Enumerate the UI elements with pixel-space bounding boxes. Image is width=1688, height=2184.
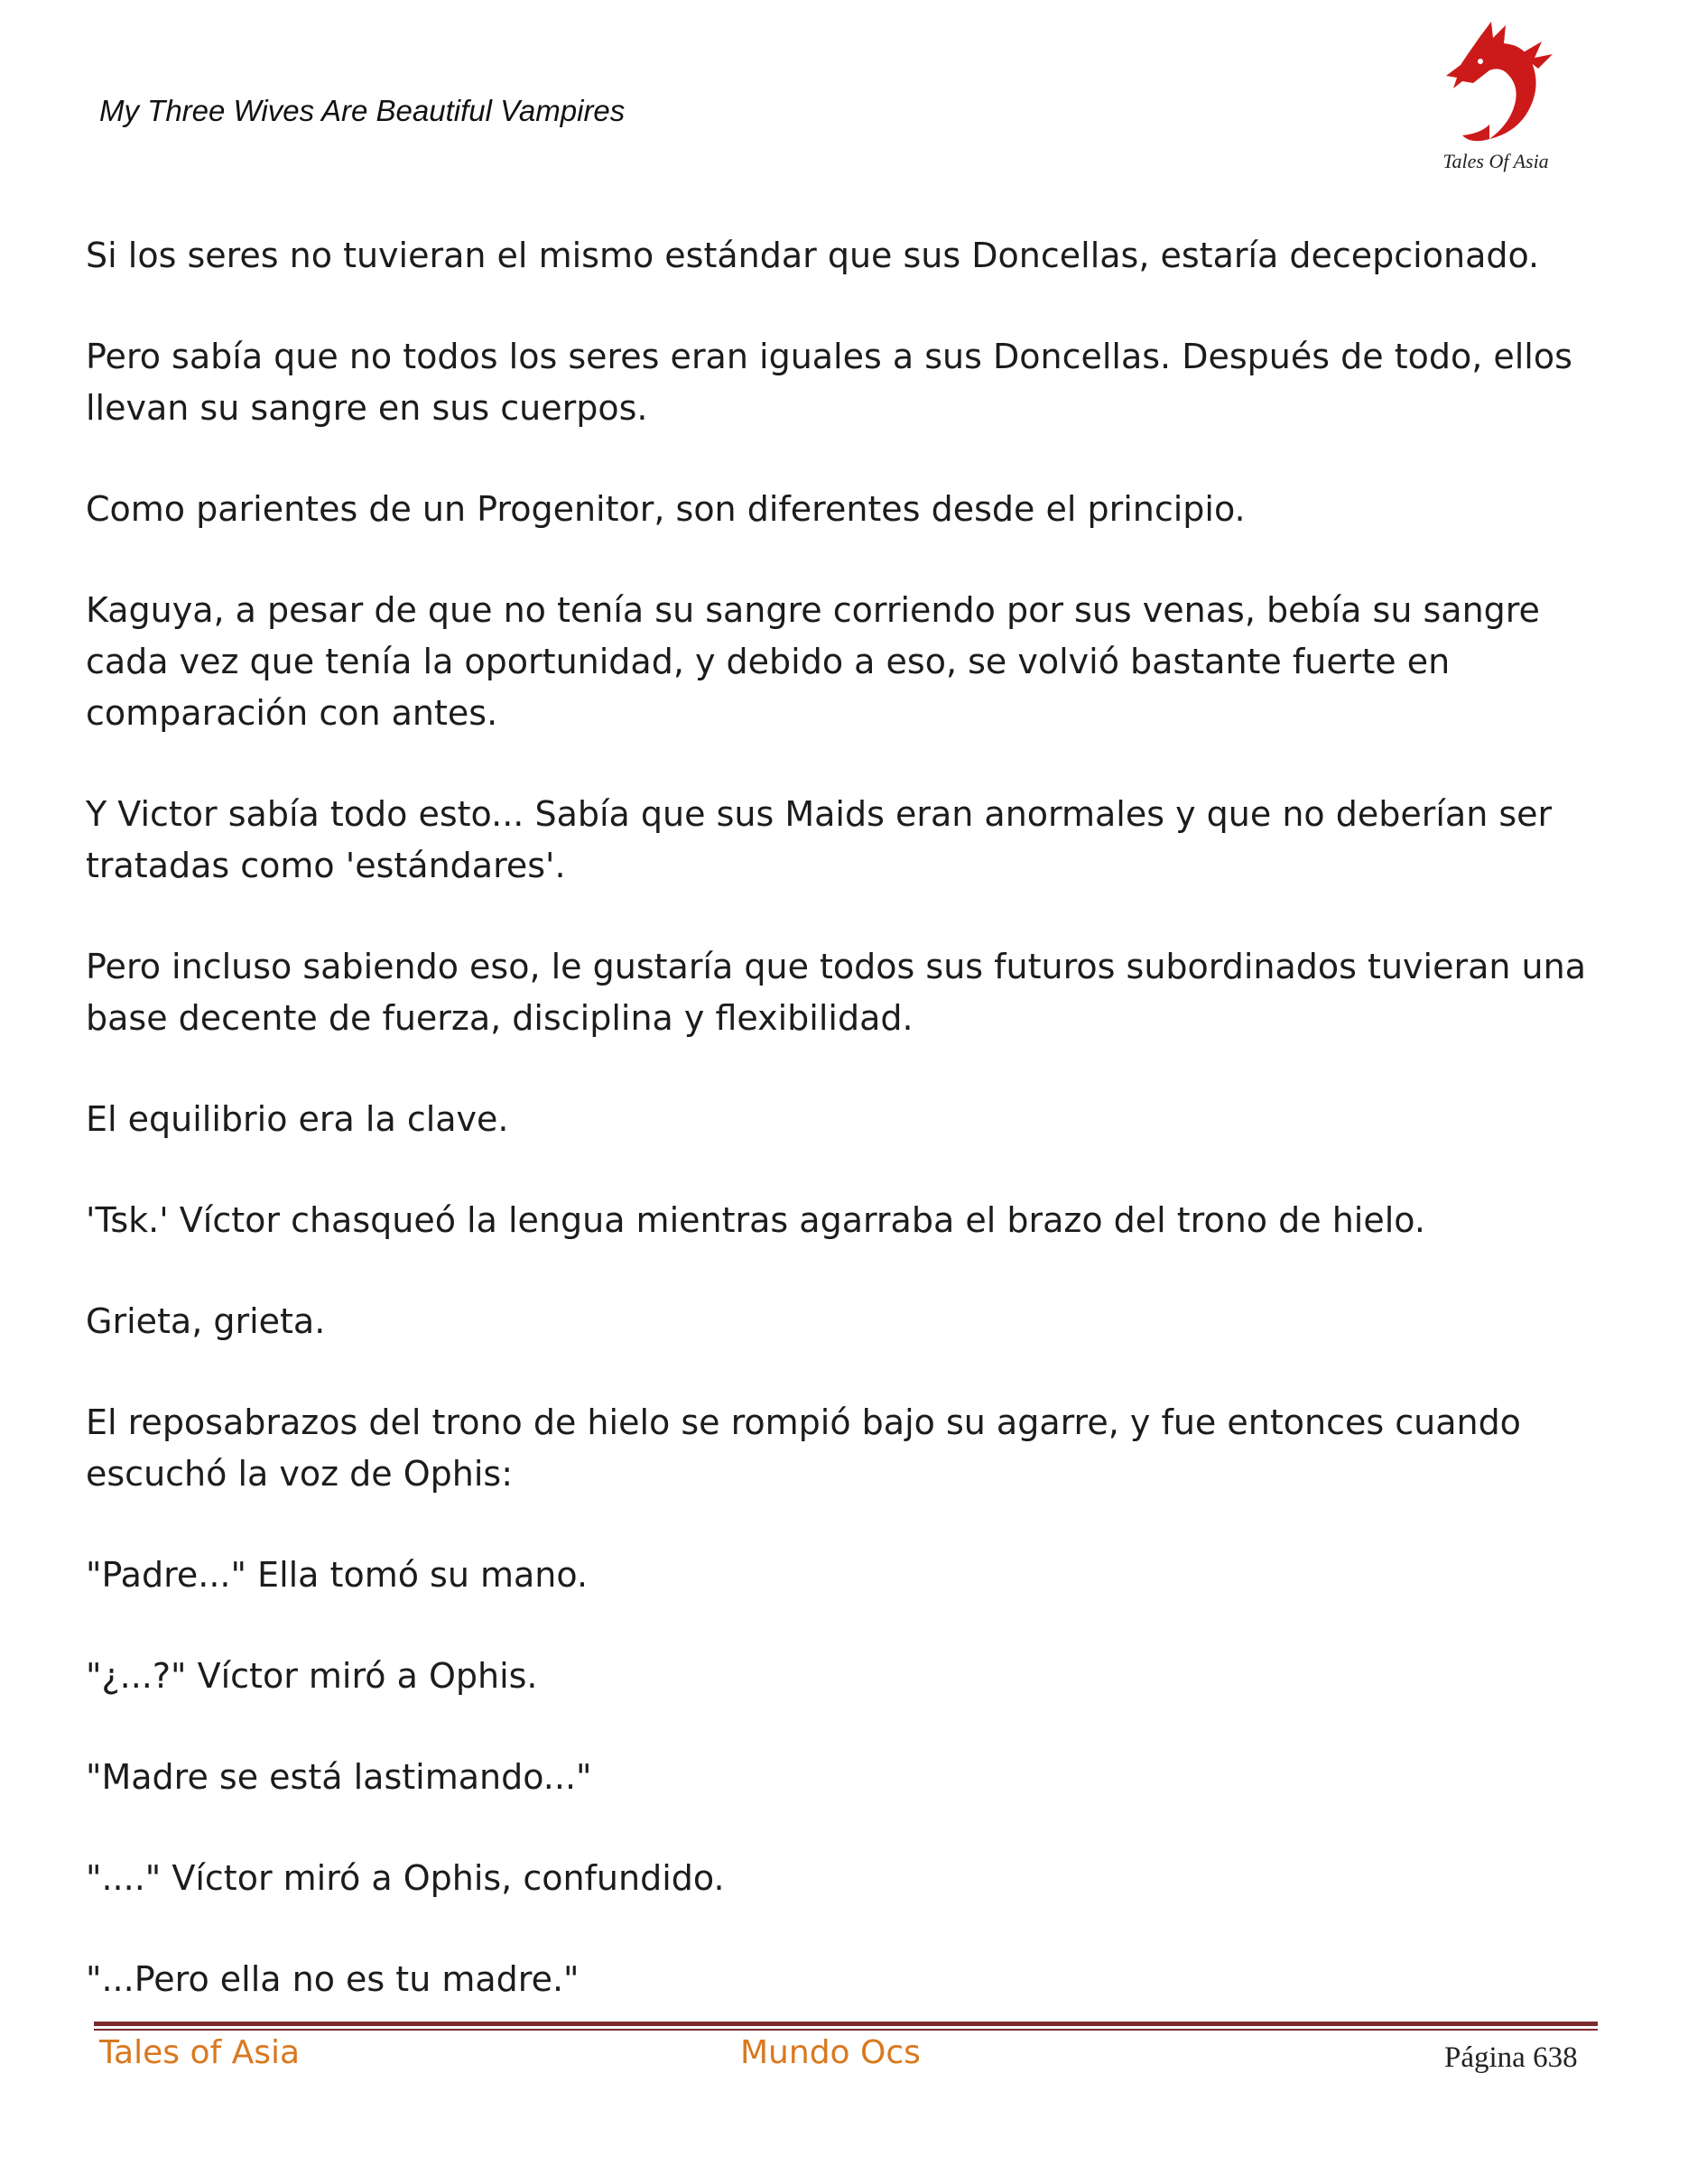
paragraph: Pero incluso sabiendo eso, le gustaría que todos sus futuros subordinados tuvieran una base decente de fuerza, disciplina y flexibilidad. [86, 947, 1586, 1038]
page-body [86, 230, 1620, 2055]
footer-rule-thin [94, 2029, 1598, 2031]
paragraph: Y Victor sabía todo esto... Sabía que sus Maids eran anormales y que no deberían ser tratadas como 'estándares'. [86, 794, 1553, 885]
paragraph: "Madre se está lastimando..." [86, 1757, 592, 1797]
paragraph: "...Pero ella no es tu madre." [86, 1959, 580, 1999]
paragraph: "...." Víctor miró a Ophis, confundido. [86, 1858, 725, 1898]
paragraph: Si los seres no tuvieran el mismo estándar que sus Doncellas, estaría decepcionado. [86, 236, 1540, 275]
document-header-title: My Three Wives Are Beautiful Vampires [99, 94, 626, 127]
paragraph: "Padre..." Ella tomó su mano. [86, 1555, 589, 1595]
paragraph: Como parientes de un Progenitor, son diferentes desde el principio. [86, 489, 1246, 529]
footer-rule [94, 2022, 1598, 2026]
footer-publisher: Tales of Asia [99, 2034, 301, 2071]
footer-section: Mundo Ocs [740, 2034, 921, 2071]
logo-text: Tales Of Asia [1442, 150, 1549, 172]
paragraph: El equilibrio era la clave. [86, 1099, 509, 1139]
page-number: Página 638 [1444, 2041, 1578, 2074]
paragraph: "¿...?" Víctor miró a Ophis. [86, 1656, 538, 1696]
paragraph: Pero sabía que no todos los seres eran iguales a sus Doncellas. Después de todo, ellos llevan su sangre en sus cuerpos. [86, 337, 1572, 428]
paragraph: Kaguya, a pesar de que no tenía su sangre corriendo por sus venas, bebía su sangre cada vez que tenía la oportunidad, y debido a eso, se volvió bastante fuerte en comparación con antes. [86, 590, 1540, 733]
paragraph: Grieta, grieta. [86, 1301, 326, 1341]
paragraph: El reposabrazos del trono de hielo se rompió bajo su agarre, y fue entonces cuando escuchó la voz de Ophis: [86, 1402, 1521, 1494]
paragraph: 'Tsk.' Víctor chasqueó la lengua mientras agarraba el brazo del trono de hielo. [86, 1200, 1425, 1240]
